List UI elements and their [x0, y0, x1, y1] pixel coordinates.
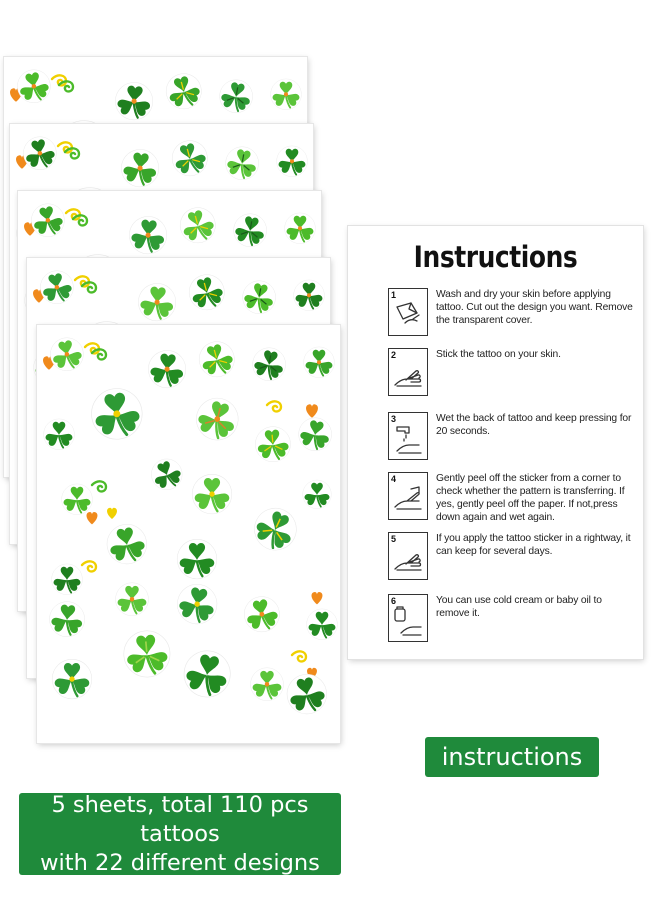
shamrock-icon [294, 280, 325, 311]
hand-stick-icon [391, 359, 425, 393]
hand-peel-icon [391, 299, 425, 333]
step-number: 2 [391, 350, 397, 360]
step-illustration-box [388, 472, 428, 520]
summary-line-2: with 22 different designs [40, 849, 320, 876]
instructions-badge: instructions [425, 737, 599, 777]
shamrock-icon [44, 419, 75, 450]
shamrock-icon [177, 539, 217, 579]
step-text: Stick the tattoo on your skin. [436, 349, 561, 360]
step-text: You can use cold cream or baby oil to remove it. [436, 595, 602, 619]
step-text: Gently peel off the sticker from a corner to check whether the pattern is transferring. If yes, gently peel off the paper. If not,press down again and wet again. [436, 473, 625, 523]
step-number: 6 [391, 596, 397, 606]
step-illustration-box [388, 288, 428, 336]
step-number: 1 [391, 290, 397, 300]
shamrock-icon [285, 213, 316, 244]
step-illustration-box [388, 412, 428, 460]
faucet-icon [391, 423, 425, 457]
step-text: Wash and dry your skin before applying tattoo. Cut out the design you want. Remove the transparent cover. [436, 289, 633, 326]
shamrock-icon [251, 668, 284, 701]
instructions-title: Instructions [413, 240, 578, 274]
step-number: 5 [391, 534, 397, 544]
instruction-step-1 [388, 288, 633, 344]
shamrock-icon [271, 79, 302, 110]
hand-peel-corner-icon [391, 483, 425, 517]
step-number: 4 [391, 474, 397, 484]
shamrock-icon [304, 347, 335, 378]
shamrock-icon [277, 146, 308, 177]
instruction-step-2 [388, 348, 628, 404]
tattoo-sheet-front [37, 325, 340, 743]
step-number: 3 [391, 414, 397, 424]
shamrock-icon [116, 583, 149, 616]
step-illustration-box [388, 532, 428, 580]
shamrock-icon [307, 609, 338, 640]
step-illustration-box [388, 594, 428, 642]
instruction-step-4 [388, 472, 628, 528]
cream-hand-icon [391, 605, 425, 639]
instruction-step-5 [388, 532, 631, 588]
tattoo-sheets-stack [0, 0, 360, 760]
instruction-step-6 [388, 594, 628, 650]
shamrock-icon [52, 659, 92, 699]
shamrock-icon [62, 484, 93, 515]
summary-badge [19, 793, 341, 875]
summary-line-1: 5 sheets, total 110 pcs tattoos [51, 791, 309, 847]
shamrock-icon [192, 474, 232, 514]
shamrock-icon [303, 480, 332, 509]
step-illustration-box [388, 348, 428, 396]
instruction-step-3 [388, 412, 632, 468]
hand-done-icon [391, 543, 425, 577]
shamrock-icon [52, 564, 83, 595]
instructions-card [348, 226, 643, 659]
step-text: Wet the back of tattoo and keep pressing for 20 seconds. [436, 413, 632, 437]
step-text: If you apply the tattoo sticker in a rightway, it can keep for several days. [436, 533, 631, 557]
